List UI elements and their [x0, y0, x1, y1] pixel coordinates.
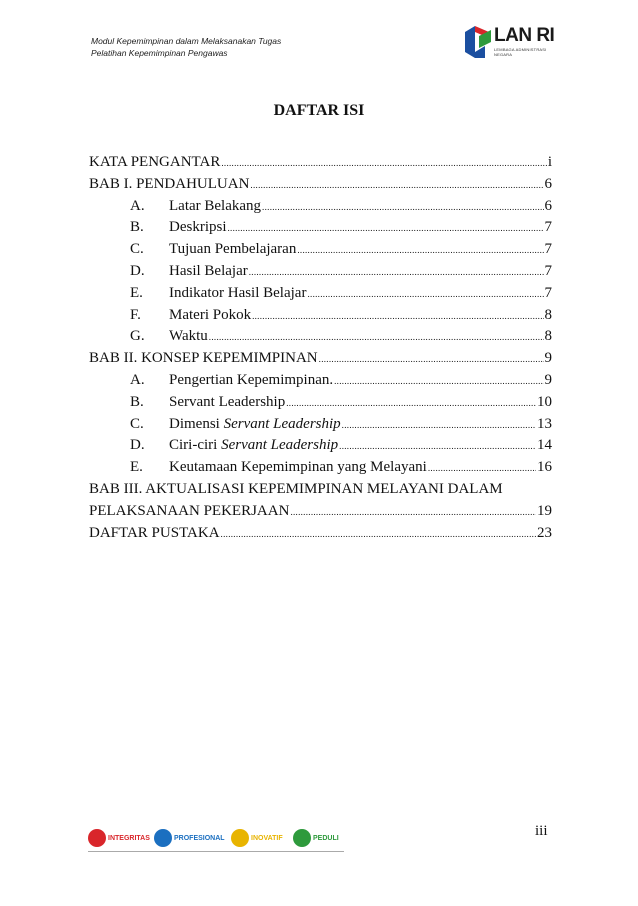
lan-ri-logo	[463, 22, 563, 62]
toc-entry-page: 7	[544, 262, 552, 279]
toc-entry-page: 9	[544, 371, 552, 388]
toc-entry-label: Waktu	[169, 328, 208, 345]
toc-entry[interactable]	[89, 392, 552, 414]
toc-leader-dots	[262, 197, 543, 219]
toc-entry-label: Tujuan Pembelajaran	[169, 241, 297, 258]
toc-entry-page: 9	[544, 350, 552, 367]
toc-entry-page: 6	[544, 175, 552, 192]
toc-leader-dots	[339, 436, 536, 458]
core-value-icon	[154, 829, 172, 847]
toc-entry-page: 10	[537, 393, 552, 410]
toc-leader-dots	[252, 306, 543, 328]
toc-entry-label: Latar Belakang	[169, 197, 262, 214]
toc-entry-page: 7	[544, 241, 552, 258]
header-line-1: Modul Kepemimpinan dalam Melaksanakan Tugas	[91, 36, 282, 46]
toc-entry-letter: E.	[130, 284, 143, 301]
toc-entry[interactable]	[89, 152, 552, 174]
toc-entry-page: 6	[544, 197, 552, 214]
header-line-2: Pelatihan Kepemimpinan Pengawas	[91, 48, 228, 58]
toc-entry[interactable]	[89, 239, 552, 261]
toc-leader-dots	[209, 327, 544, 349]
toc-entry-page: 7	[544, 219, 552, 236]
table-of-contents	[89, 152, 552, 544]
toc-entry-label	[169, 414, 341, 436]
toc-leader-dots	[428, 458, 536, 480]
core-value-label: PROFESIONAL	[174, 834, 225, 842]
toc-entry-label: Pengertian Kepemimpinan.	[169, 371, 334, 388]
toc-entry-page: 13	[537, 415, 552, 432]
toc-entry[interactable]	[89, 479, 552, 501]
toc-entry-label: DAFTAR PUSTAKA	[89, 524, 220, 541]
page-title: DAFTAR ISI	[273, 102, 365, 119]
toc-entry-label: Hasil Belajar	[169, 262, 248, 279]
toc-entry-letter: C.	[130, 415, 144, 432]
core-value-icon	[231, 829, 249, 847]
toc-entry-label: Keutamaan Kepemimpinan yang Melayani	[169, 459, 427, 476]
toc-leader-dots	[249, 262, 544, 284]
toc-entry-label-emphasis: Servant Leadership	[223, 415, 341, 432]
toc-entry[interactable]	[89, 435, 552, 457]
core-values-logos	[88, 825, 344, 852]
core-value-label: INTEGRITAS	[108, 834, 150, 842]
toc-entry[interactable]	[89, 196, 552, 218]
toc-entry-letter: G.	[130, 328, 145, 345]
toc-entry-letter: E.	[130, 459, 143, 476]
toc-leader-dots	[221, 524, 536, 546]
core-value-badge	[154, 828, 225, 848]
toc-entry-letter: D.	[130, 262, 145, 279]
toc-entry[interactable]	[89, 457, 552, 479]
logo-title: LAN RI	[494, 25, 555, 46]
toc-entry-label: Servant Leadership	[169, 393, 286, 410]
toc-entry-letter: A.	[130, 371, 145, 388]
toc-leader-dots	[334, 371, 543, 393]
toc-entry[interactable]	[89, 523, 552, 545]
toc-entry[interactable]	[89, 501, 552, 523]
toc-leader-dots	[228, 218, 544, 240]
page-number: iii	[535, 823, 548, 839]
toc-entry-page: 23	[537, 524, 552, 541]
core-value-badge	[293, 828, 339, 848]
toc-entry[interactable]	[89, 261, 552, 283]
toc-entry-label	[169, 435, 338, 457]
toc-entry-page: 19	[537, 502, 552, 519]
toc-entry-page: 16	[537, 459, 552, 476]
toc-entry[interactable]	[89, 174, 552, 196]
toc-leader-dots	[221, 153, 546, 175]
lan-ri-emblem-icon	[463, 22, 493, 62]
toc-leader-dots	[319, 349, 544, 371]
core-value-icon	[293, 829, 311, 847]
toc-entry-page: 8	[544, 306, 552, 323]
toc-entry-page: i	[547, 154, 552, 170]
toc-entry-label: BAB I. PENDAHULUAN	[89, 175, 250, 192]
core-value-icon	[88, 829, 106, 847]
toc-entry-label-emphasis: Servant Leadership	[221, 437, 339, 454]
toc-entry-label: Materi Pokok	[169, 306, 252, 323]
toc-entry-letter: D.	[130, 437, 145, 454]
core-value-label: INOVATIF	[251, 834, 283, 842]
toc-entry-letter: C.	[130, 241, 144, 258]
toc-entry[interactable]	[89, 370, 552, 392]
toc-entry-label-prefix: Ciri-ciri	[169, 437, 222, 454]
toc-entry[interactable]	[89, 283, 552, 305]
toc-entry-label: KATA PENGANTAR	[89, 154, 221, 170]
toc-entry[interactable]	[89, 305, 552, 327]
toc-entry-label: Indikator Hasil Belajar	[169, 284, 307, 301]
logo-subtitle: LEMBAGA ADMINISTRASI NEGARA	[494, 47, 547, 57]
toc-leader-dots	[286, 393, 536, 415]
toc-entry-label-prefix: Dimensi	[169, 415, 224, 432]
toc-leader-dots	[290, 502, 536, 524]
core-value-label: PEDULI	[313, 834, 339, 842]
toc-entry-page: 14	[537, 437, 552, 454]
toc-entry-page: 8	[544, 328, 552, 345]
toc-entry-letter: B.	[130, 219, 144, 236]
toc-entry[interactable]	[89, 217, 552, 239]
running-header	[91, 35, 281, 59]
toc-leader-dots	[307, 284, 543, 306]
toc-entry[interactable]	[89, 326, 552, 348]
toc-entry-label: PELAKSANAAN PEKERJAAN	[89, 502, 290, 519]
core-value-badge	[231, 828, 283, 848]
core-value-badge	[88, 828, 150, 848]
toc-entry-label: BAB III. AKTUALISASI KEPEMIMPINAN MELAYANI DALAM	[89, 480, 503, 497]
toc-entry-letter: F.	[130, 306, 141, 323]
toc-entry-letter: B.	[130, 393, 144, 410]
toc-entry-label: Deskripsi	[169, 219, 227, 236]
toc-entry-page: 7	[544, 284, 552, 301]
toc-entry-label: BAB II. KONSEP KEPEMIMPINAN	[89, 350, 318, 367]
toc-leader-dots	[342, 415, 536, 437]
toc-leader-dots	[250, 175, 543, 197]
toc-entry[interactable]	[89, 414, 552, 436]
toc-leader-dots	[297, 240, 543, 262]
toc-entry[interactable]	[89, 348, 552, 370]
toc-entry-letter: A.	[130, 197, 145, 214]
